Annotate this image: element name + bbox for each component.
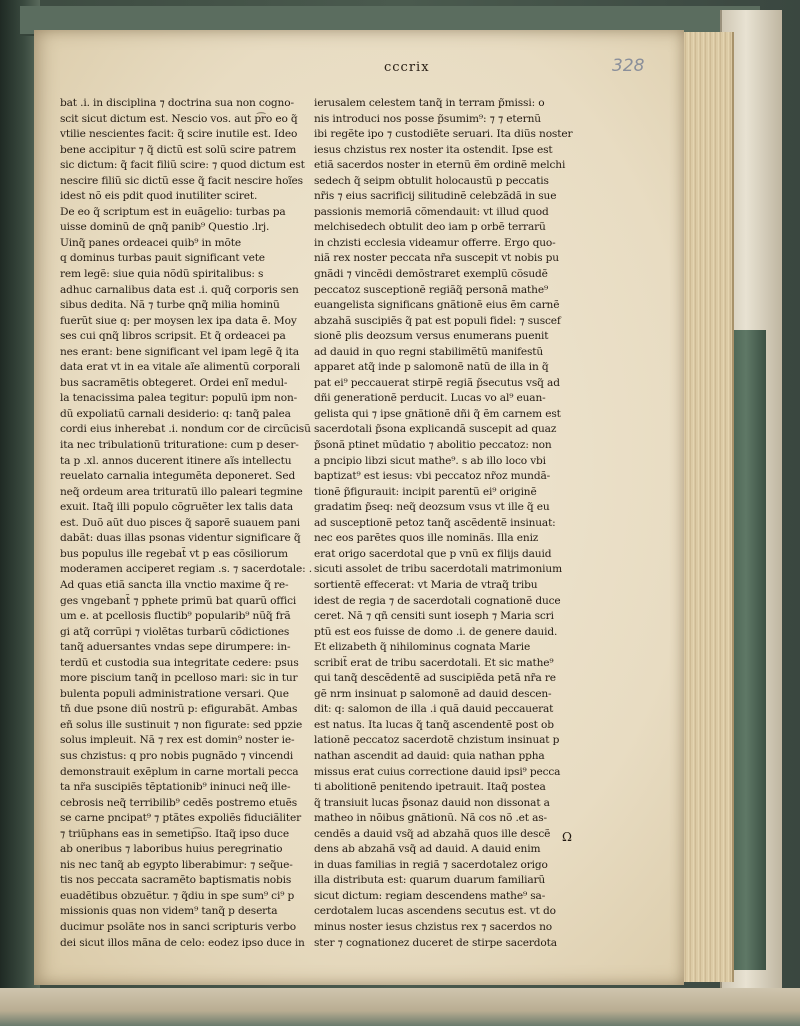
text-line: ducimur psolãte nos in sanci scripturis verbo bbox=[60, 920, 296, 933]
text-line: tionẽ p̃figurauit: incipit parentũ ei⁹ originẽ bbox=[314, 485, 537, 498]
text-line: gradatim p̃seq: neq̃ deozsum vsus vt ille q̃ eu bbox=[314, 501, 550, 514]
text-line: fuerũt siue q: per moysen lex ipa data ẽ. Moy bbox=[60, 314, 297, 327]
text-line: gnãdi ⁊ vincẽdi demõstraret exemplũ cõsudẽ bbox=[314, 268, 548, 281]
text-line: bene accipitur ⁊ q̃ dictũ est solũ scire patrem bbox=[60, 143, 297, 156]
text-line: tis nos peccata sacramẽto baptismatis nobis bbox=[60, 874, 292, 887]
text-line: missionis quas non videm⁹ tanq̃ p deserta bbox=[60, 905, 278, 918]
text-line: Uinq̃ panes ordeacei quib⁹ in mõte bbox=[60, 236, 242, 249]
text-line: bat .i. in disciplina ⁊ doctrina sua non cogno- bbox=[60, 97, 294, 109]
text-line: minus noster iesus chzistus rex ⁊ sacerdos no bbox=[314, 920, 552, 933]
text-line: passionis memoriã cõmendauit: vt illud quod bbox=[314, 205, 549, 218]
text-line: nescire filiũ sic dictũ esse q̃ facit nescire hoĩes bbox=[60, 174, 303, 187]
text-line: ster ⁊ cognationez duceret de stirpe sacerdota bbox=[314, 936, 557, 949]
text-line: gi atq̃ corrũpi ⁊ violẽtas turbarũ cõdictiones bbox=[60, 625, 290, 638]
text-line: euadẽtibus obzuẽtur. ⁊ q̃diu in spe sum⁹ ci⁹ p bbox=[60, 889, 295, 902]
text-line: est. Duõ aũt duo pisces q̃ saporẽ suauem pani bbox=[60, 516, 301, 529]
text-line: ad dauid in quo regni stabilimẽtũ manifestũ bbox=[314, 345, 544, 358]
right-text-column bbox=[314, 96, 614, 951]
text-line: lationẽ peccatoz sacerdotẽ chzistum insinuat p bbox=[314, 734, 560, 747]
text-line: nis nec tanq̃ ab egypto liberabimur: ⁊ seq̃ue- bbox=[60, 858, 293, 871]
text-line: reuelato carnalia integumẽta deponeret. Sed bbox=[60, 470, 296, 483]
text-line: gẽ nrm insinuat p salomonẽ ad dauid descen- bbox=[314, 687, 552, 700]
text-line: dũ expoliatũ carnali desiderio: q: tanq̃ palea bbox=[60, 407, 291, 420]
text-line: melchisedech obtulit deo iam p orbẽ terrarũ bbox=[314, 221, 546, 234]
text-line: gelista qui ⁊ ipse gnãtionẽ dñi q̃ ẽm carnem est bbox=[314, 407, 561, 420]
folio-number: cccrix bbox=[384, 60, 430, 75]
text-line: sicuti assolet de tribu sacerdotali matrimonium bbox=[314, 563, 562, 576]
text-line: scribit̃ erat de tribu sacerdotali. Et sic mathe⁹ bbox=[314, 656, 554, 669]
text-line: neq̃ ordeum area trituratũ illo paleari tegmine bbox=[60, 485, 303, 498]
text-line: scit sicut dictum est. Nescio vos. aut p͡ro eo q̃ bbox=[60, 112, 298, 125]
text-line: dit: q: salomon de illa .i quã dauid peccauerat bbox=[314, 703, 554, 716]
text-line: data erat vt in ea vitale aĩe alimentũ corporali bbox=[60, 361, 300, 374]
text-line: pat ei⁹ peccauerat stirpẽ regiã p̃secutus vsq̃ ad bbox=[314, 376, 560, 389]
text-line: etiã sacerdos noster in eternũ ẽm ordinẽ melchi bbox=[314, 159, 566, 172]
text-line: Ad quas etiã sancta illa vnctio maxime q̃ re- bbox=[60, 578, 289, 591]
text-line: ad susceptionẽ petoz tanq̃ ascẽdentẽ insinuat: bbox=[314, 516, 556, 529]
text-line: ⁊ triũphans eas in semetip͡so. Itaq̃ ipso duce bbox=[60, 827, 289, 840]
text-line: dabãt: duas illas psonas videntur significare q̃ bbox=[60, 532, 301, 545]
text-line: nr̃is ⁊ eius sacrificij silitudinẽ celebzãdã in sue bbox=[314, 190, 557, 203]
text-line: cerdotalem lucas ascendens secutus est. vt do bbox=[314, 905, 556, 918]
text-line: exuit. Itaq̃ illi populo cõgruẽter lex talis data bbox=[60, 501, 294, 514]
text-line: bulenta populi administratione versari. Que bbox=[60, 687, 289, 700]
text-line: illa distributa est: quarum duarum familiarũ bbox=[314, 874, 546, 887]
text-line: abzahã suscipiẽs q̃ pat est populi fidel: ⁊ suscef bbox=[314, 314, 561, 327]
text-line: adhuc carnalibus data est .i. quq̃ corporis sen bbox=[60, 283, 299, 296]
signature-mark: Ω bbox=[562, 830, 572, 844]
text-line: dei sicut illos mãna de celo: eodez ipso duce in bbox=[60, 936, 305, 949]
text-line: vtilie nescientes facit: q̃ scire inutile est. Ideo bbox=[60, 128, 298, 141]
text-line: niã rex noster peccata nr̃a suscepit vt nobis pu bbox=[314, 252, 559, 265]
book-page bbox=[34, 30, 684, 985]
text-line: a pncipio libzi sicut mathe⁹. s ab illo loco vbi bbox=[314, 454, 546, 467]
text-line: peccatoz susceptionẽ regiãq̃ personã mathe⁹ bbox=[314, 283, 549, 296]
text-line: terdũ et custodia sua integritate cedere: psus bbox=[60, 656, 299, 669]
text-line: uisse dominũ de qnq̃ panib⁹ Questio .lrj. bbox=[60, 221, 270, 234]
text-line: nes erant: bene significant vel ipam legẽ q̃ ita bbox=[60, 345, 299, 358]
text-line: sortientẽ effecerat: vt Maria de vtraq̃ tribu bbox=[314, 578, 538, 591]
text-line: more piscium tanq̃ in pcelloso mari: sic in tur bbox=[60, 672, 298, 685]
text-line: in duas familias in regiã ⁊ sacerdotalez origo bbox=[314, 858, 548, 871]
text-line: ges vngebant̃ ⁊ pphete primũ bat quarũ offici bbox=[60, 594, 297, 607]
text-line: tñ due psone diũ nostrũ p: efigurabãt. Ambas bbox=[60, 703, 298, 716]
text-line: euangelista significans gnãtionẽ eius ẽm carnẽ bbox=[314, 299, 560, 312]
text-line: dens ab abzahã vsq̃ ad dauid. A dauid enim bbox=[314, 843, 541, 856]
text-line: sus chzistus: q pro nobis pugnãdo ⁊ vincendi bbox=[60, 749, 294, 762]
text-line: sionẽ plis deozsum versus enumerans puenit bbox=[314, 330, 549, 343]
text-line: cordi eius inherebat .i. nondum cor de circũcisũ bbox=[60, 423, 311, 436]
text-line: idest de regia ⁊ de sacerdotali cognationẽ duce bbox=[314, 594, 561, 607]
text-line: nis introduci nos posse p̃sumim⁹: ⁊ ⁊ eternũ bbox=[314, 112, 541, 125]
text-line: p̃sonã ptinet mũdatio ⁊ abolitio peccatoz: non bbox=[314, 439, 552, 452]
text-line: bus populus ille regebat̃ vt p eas cõsiliorum bbox=[60, 547, 288, 560]
text-line: in chzisti ecclesia videamur offerre. Ergo quo- bbox=[314, 236, 556, 249]
text-line: matheo in nõibus gnãtionũ. Nã cos nõ .et as- bbox=[314, 812, 547, 825]
text-line: tanq̃ aduersantes vndas sepe dirumpere: in- bbox=[60, 641, 291, 654]
text-line: missus erat cuius correctione dauid ipsi⁹ pecca bbox=[314, 765, 561, 778]
text-line: se carne pncipat⁹ ⁊ ptãtes expoliẽs fiduciãliter bbox=[60, 812, 302, 825]
text-line: q̃ transiuit lucas p̃sonaz dauid non dissonat a bbox=[314, 796, 550, 809]
text-line: demonstrauit exẽplum in carne mortali pecca bbox=[60, 765, 299, 778]
text-line: baptizat⁹ est iesus: vbi peccatoz nr̃oz mundã- bbox=[314, 470, 551, 483]
text-line: moderamen acciperet regiam .s. ⁊ sacerdotale: . bbox=[60, 563, 313, 576]
text-line: ceret. Nã ⁊ qñ censiti sunt ioseph ⁊ Maria scri bbox=[314, 610, 554, 623]
text-line: bus sacramẽtis obtegeret. Ordei enĩ medul- bbox=[60, 376, 288, 389]
pencil-folio-number: 328 bbox=[612, 56, 645, 76]
text-line: ierusalem celestem tanq̃ in terram p̃missi: o bbox=[314, 97, 545, 109]
text-line: Et elizabeth q̃ nihilominus cognata Marie bbox=[314, 641, 531, 654]
text-line: qui tanq̃ descẽdentẽ ad suscipiẽda petã nr̃a re bbox=[314, 672, 556, 685]
text-line: sic dictum: q̃ facit filiũ scire: ⁊ quod dictum est bbox=[60, 159, 305, 172]
text-line: sacerdotali p̃sona explicandã suscepit ad quaz bbox=[314, 423, 557, 436]
text-line: ibi regẽte ipo ⁊ custodiẽte seruari. Ita diũs noster bbox=[314, 128, 573, 141]
text-line: sicut dictum: regiam descendens mathe⁹ sa- bbox=[314, 889, 546, 902]
text-line: erat origo sacerdotal que p vnũ ex filijs dauid bbox=[314, 547, 552, 560]
left-text-column bbox=[60, 96, 342, 951]
text-line: ptũ est eos fuisse de domo .i. de genere dauid. bbox=[314, 625, 558, 638]
text-line: eñ solus ille sustinuit ⁊ non figurate: sed ppzie bbox=[60, 718, 303, 731]
text-line: ti abolitionẽ penitendo ipetrauit. Itaq̃ postea bbox=[314, 781, 546, 794]
text-line: ab oneribus ⁊ laboribus huius peregrinatio bbox=[60, 843, 283, 856]
text-line: ta p .xl. annos ducerent itinere aĩs intellectu bbox=[60, 454, 292, 467]
text-line: ta nr̃a suscipiẽs tẽptationib⁹ ininuci neq̃ ille- bbox=[60, 781, 291, 794]
text-line: cendẽs a dauid vsq̃ ad abzahã quos ille descẽ bbox=[314, 827, 551, 840]
text-line: sibus dedita. Nã ⁊ turbe qnq̃ milia hominũ bbox=[60, 299, 280, 312]
text-line: est natus. Ita lucas q̃ tanq̃ ascendentẽ post ob bbox=[314, 718, 554, 731]
text-line: nec eos parẽtes quos ille nominãs. Illa eniz bbox=[314, 532, 539, 545]
text-line: ses cui qnq̃ libros scripsit. Et q̃ ordeacei pa bbox=[60, 330, 286, 343]
text-line: rem legẽ: siue quia nõdũ spiritalibus: s bbox=[60, 268, 264, 281]
text-line: solus impleuit. Nã ⁊ rex est domin⁹ noster ie- bbox=[60, 734, 295, 747]
text-line: q dominus turbas pauit significant vete bbox=[60, 252, 265, 265]
text-line: um e. at pcellosis fluctib⁹ popularib⁹ nũq̃ frã bbox=[60, 610, 291, 623]
text-line: dñi generationẽ perducit. Lucas vo al⁹ euan- bbox=[314, 392, 546, 405]
text-line: sedech q̃ seipm obtulit holocaustũ p peccatis bbox=[314, 174, 549, 187]
text-line: la tenacissima palea tegitur: populũ ipm non- bbox=[60, 392, 298, 405]
text-line: apparet atq̃ inde p salomonẽ natũ de illa in q̃ bbox=[314, 361, 549, 374]
text-line: nathan ascendit ad dauid: quia nathan ppha bbox=[314, 749, 545, 762]
text-line: iesus chzistus rex noster ita ostendit. Ipse est bbox=[314, 143, 553, 156]
text-line: cebrosis neq̃ terribilib⁹ cedẽs postremo etuẽs bbox=[60, 796, 298, 809]
text-line: ita nec tribulationũ trituratione: cum p deser- bbox=[60, 439, 299, 452]
text-line: idest nõ eis pdit quod inutiliter sciret. bbox=[60, 190, 258, 203]
text-line: De eo q̃ scriptum est in euãgelio: turbas pa bbox=[60, 205, 286, 218]
bottom-board bbox=[0, 988, 800, 1026]
